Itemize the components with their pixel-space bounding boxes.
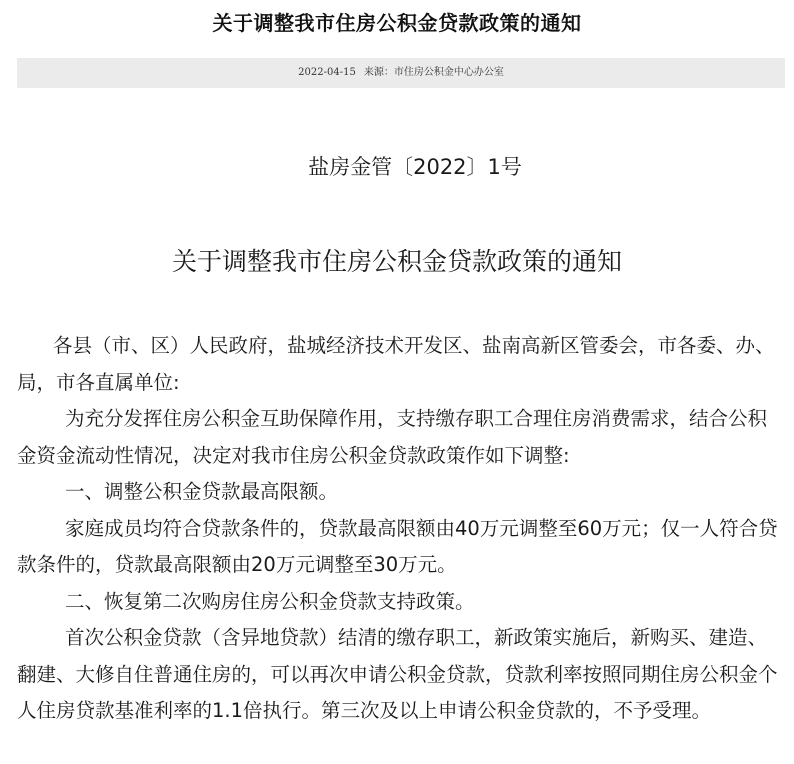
page-title: 关于调整我市住房公积金贷款政策的通知 (212, 11, 582, 35)
section-heading-1: 一、调整公积金贷款最高限额。 (65, 480, 339, 503)
article-meta-bar (17, 58, 785, 88)
body-paragraph-section-1: 家庭成员均符合贷款条件的，贷款最高限额由40万元调整至60万元；仅一人符合贷款条件的，贷款最高限额由20万元调整至30万元。 (17, 516, 778, 576)
source-name: 市住房公积金中心办公室 (393, 67, 504, 78)
source-label: 来源： (363, 67, 394, 78)
document-title: 关于调整我市住房公积金贷款政策的通知 (171, 247, 622, 276)
publish-date: 2022-04-15 (298, 67, 356, 78)
section-heading-2: 二、恢复第二次购房住房公积金贷款支持政策。 (65, 589, 475, 613)
body-paragraph-intro: 为充分发挥住房公积金互助保障作用，支持缴存职工合理住房消费需求，结合公积金资金流动性情况，决定对我市住房公积金贷款政策作如下调整: (17, 407, 768, 467)
body-paragraph-addressees: 各县（市、区）人民政府，盐城经济技术开发区、盐南高新区管委会，市各委、办、局，市各直属单位: (17, 334, 775, 394)
document-number: 盐房金管〔2022〕1号 (308, 155, 522, 179)
body-paragraph-section-2: 首次公积金贷款（含异地贷款）结清的缴存职工，新政策实施后，新购买、建造、翻建、大修自住普通住房的，可以再次申请公积金贷款，贷款利率按照同期住房公积金个人住房贷款基准利率的1.1倍执行。第三次及以上申请公积金贷款的，不予受理。 (17, 626, 778, 722)
document-body (17, 328, 781, 730)
